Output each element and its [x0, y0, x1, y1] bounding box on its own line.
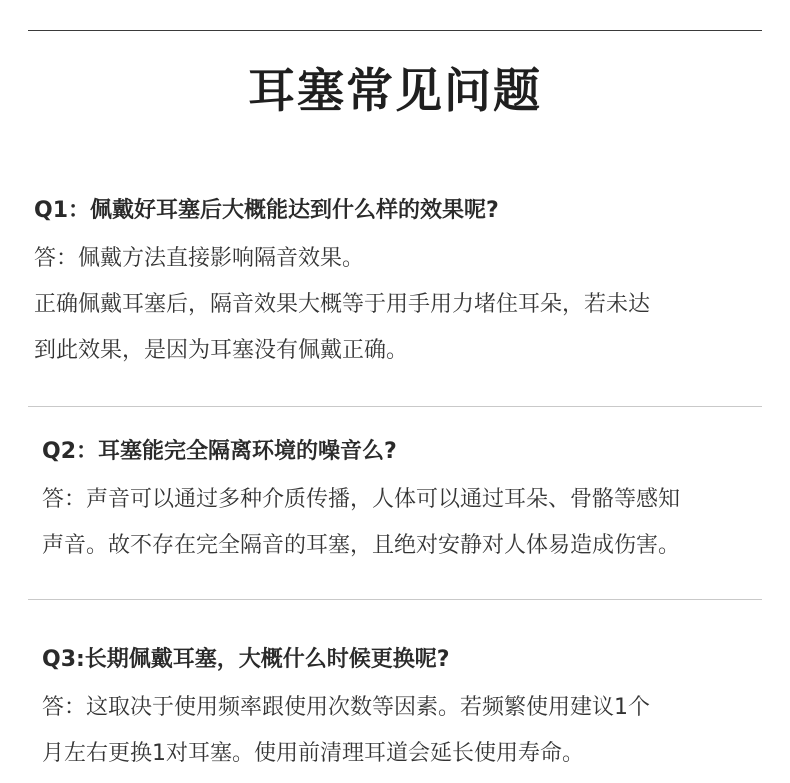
faq-item-3 — [42, 645, 762, 777]
divider-1 — [28, 406, 762, 407]
faq-item-1 — [34, 196, 754, 374]
faq-item-2 — [42, 437, 762, 569]
faq-answer-2: 答：声音可以通过多种介质传播，人体可以通过耳朵、骨骼等感知 声音。故不存在完全隔音的耳塞，且绝对安静对人体易造成伤害。 — [42, 487, 681, 558]
faq-question-2: Q2：耳塞能完全隔离环境的噪音么? — [42, 439, 397, 464]
faq-answer-3: 答：这取决于使用频率跟使用次数等因素。若频繁使用建议1个 月左右更换1对耳塞。使用前清理耳道会延长使用寿命。 — [42, 695, 650, 766]
faq-answer-1: 答：佩戴方法直接影响隔音效果。 正确佩戴耳塞后，隔音效果大概等于用手用力堵住耳朵，若未达 到此效果，是因为耳塞没有佩戴正确。 — [34, 246, 651, 363]
top-rule — [28, 30, 762, 31]
divider-2 — [28, 599, 762, 600]
faq-question-3: Q3:长期佩戴耳塞，大概什么时候更换呢? — [42, 647, 450, 672]
page-title: 耳塞常见问题 — [248, 64, 542, 119]
faq-question-1: Q1：佩戴好耳塞后大概能达到什么样的效果呢? — [34, 198, 499, 223]
